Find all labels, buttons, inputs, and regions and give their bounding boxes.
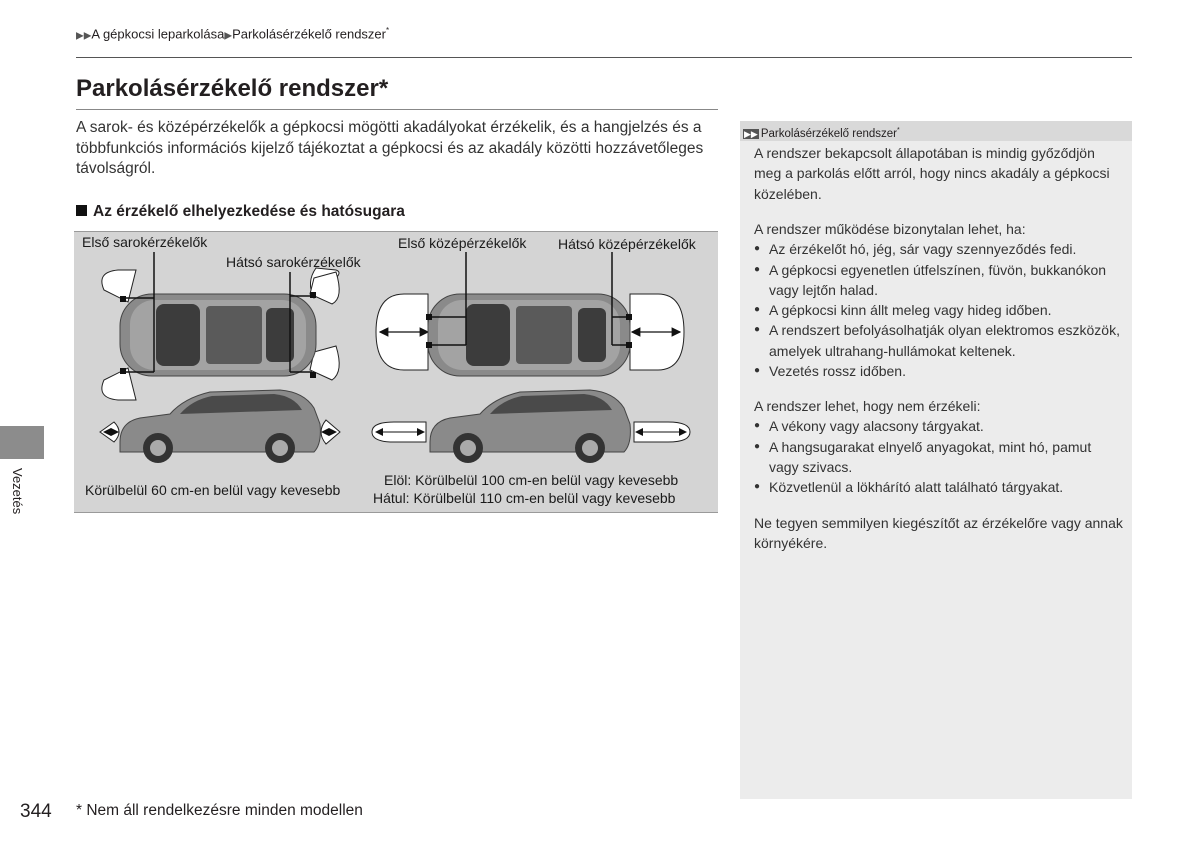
page-number: 344 [20,801,52,822]
title-divider [76,109,718,110]
label-rear-center-sensors: Hátsó középérzékelők [558,236,696,252]
square-bullet-icon [76,205,87,216]
sensor-diagram [74,231,718,513]
sidebar-note-asterisk: * [897,127,900,134]
section-heading-text: Az érzékelő elhelyezkedése és hatósugara [93,203,405,220]
note-list-1-intro: A rendszer működése bizonytalan lehet, ha: [754,221,1026,237]
label-corner-range: Körülbelül 60 cm-en belül vagy kevesebb [85,482,341,498]
list-item: ● A hangsugarakat elnyelő anyagokat, mint hó, pamut vagy szivacs. [754,437,1124,478]
car-side-view-center [372,390,690,463]
page-title-text: Parkolásérzékelő rendszer [76,75,379,102]
chapter-tab-label: Vezetés [10,468,25,515]
reference-arrow-icon: ▶▶ [744,128,758,139]
note-list-1 [754,239,1124,381]
note-paragraph-4: Ne tegyen semmilyen kiegészítőt az érzékelőre vagy annak környékére. [754,515,1123,552]
label-rear-center-range: Hátul: Körülbelül 110 cm-en belül vagy kevesebb [373,490,676,506]
list-item: ● A vékony vagy alacsony tárgyakat. [754,416,1124,436]
breadcrumb-asterisk: * [385,26,390,35]
label-front-center-sensors: Első középérzékelők [398,235,527,251]
list-item: ● Vezetés rossz időben. [754,361,1124,381]
sidebar-note-panel [740,121,1132,799]
breadcrumb-item-parking[interactable]: A gépkocsi leparkolása [91,26,225,42]
arrow-icon: ▶ [224,30,233,42]
label-front-corner-sensors: Első sarokérzékelők [82,234,208,250]
sensor-diagram-graphic [74,232,718,512]
note-list-2-intro: A rendszer lehet, hogy nem érzékeli: [754,398,981,414]
footnote: * Nem áll rendelkezésre minden modellen [76,802,363,819]
double-arrow-icon: ▶▶ [76,30,92,42]
car-top-view-corner [102,252,339,400]
header-divider [76,57,1132,58]
sidebar-note-title[interactable] [740,121,1132,141]
car-top-view-center [376,252,684,376]
note-list-2 [754,416,1124,497]
chapter-tab [0,426,44,459]
list-item: ● Közvetlenül a lökhárító alatt található tárgyakat. [754,477,1124,497]
sidebar-note-title-text: Parkolásérzékelő rendszer [760,127,897,140]
section-heading [76,203,405,221]
note-paragraph-1: A rendszer bekapcsolt állapotában is mindig győződjön meg a parkolás előtt arról, hogy nincs akadály a gépkocsi közelében. [754,145,1110,202]
note-list-2-block [754,396,1124,497]
car-side-view-corner [100,390,340,463]
page-title [76,75,388,103]
list-item: ● A gépkocsi kinn állt meleg vagy hideg időben. [754,300,1124,320]
list-item: ● Az érzékelőt hó, jég, sár vagy szennyeződés fedi. [754,239,1124,259]
label-rear-corner-sensors: Hátsó sarokérzékelők [226,254,361,270]
list-item: ● A rendszert befolyásolhatják olyan elektromos eszközök, amelyek ultrahang-hullámokat keltenek. [754,320,1124,361]
note-list-1-block [754,219,1124,381]
list-item: ● A gépkocsi egyenetlen útfelszínen, füvön, bukkanókon vagy lejtőn halad. [754,260,1124,301]
page-title-asterisk: * [378,75,389,102]
breadcrumb-item-parking-sensor[interactable]: Parkolásérzékelő rendszer [232,26,386,42]
breadcrumb [76,26,389,41]
label-front-center-range: Elöl: Körülbelül 100 cm-en belül vagy kevesebb [384,472,679,488]
intro-paragraph: A sarok- és középérzékelők a gépkocsi mögötti akadályokat érzékelik, és a hangjelzés és a többfunkciós információs kijelző tájékoztat a gépkocsi és az akadály közötti hozzávetőleges távolságról. [76,119,704,177]
